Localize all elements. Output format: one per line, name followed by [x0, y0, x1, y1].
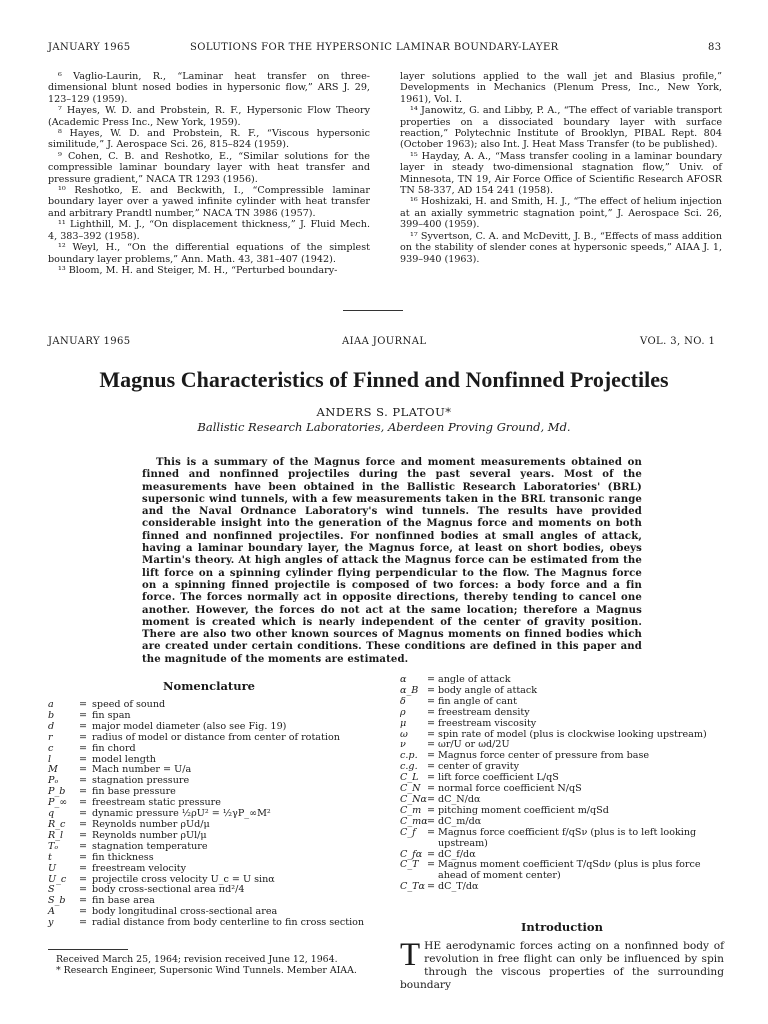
nomenclature-definition: freestream viscosity — [438, 717, 537, 729]
equals-sign: = — [78, 906, 88, 918]
footnote-author: * Research Engineer, Supersonic Wind Tunnels. Member AIAA. — [56, 965, 357, 977]
equals-sign: = — [78, 797, 88, 809]
nomenclature-definition: model length — [92, 753, 156, 765]
equals-sign: = — [426, 706, 436, 718]
nomenclature-right-list — [400, 675, 724, 893]
equals-sign: = — [426, 739, 436, 751]
nomenclature-symbol: q — [48, 808, 55, 820]
reference: ⁹ Cohen, C. B. and Reshotko, E., “Similar solutions for the compressible laminar boundary layer with heat transfer and pressure gradient,” NACA TR 1293 (1956). — [48, 150, 370, 185]
introduction-text — [400, 937, 724, 992]
nomenclature-symbol: ω — [400, 728, 408, 740]
equals-sign: = — [426, 695, 436, 707]
equals-sign: = — [78, 818, 88, 830]
nomenclature-symbol: α_B — [400, 684, 419, 696]
nomenclature-definition: stagnation temperature — [92, 840, 208, 852]
nomenclature-definition: speed of sound — [92, 699, 166, 710]
nomenclature-definition: projectile cross velocity U_c = U sinα — [92, 873, 275, 885]
nomenclature-symbol: S_b — [48, 895, 66, 907]
nomenclature-symbol: C_m — [400, 804, 422, 816]
nomenclature-entry — [400, 828, 724, 839]
nomenclature-symbol: R_c — [48, 818, 66, 830]
nomenclature-definition: freestream density — [438, 706, 530, 718]
equals-sign: = — [426, 772, 436, 784]
equals-sign: = — [426, 793, 436, 805]
nomenclature-symbol: b — [48, 709, 55, 721]
nomenclature-definition: center of gravity — [438, 761, 519, 773]
equals-sign: = — [78, 720, 88, 732]
nomenclature-symbol: U — [48, 862, 57, 874]
nomenclature-symbol: l — [48, 753, 52, 765]
equals-sign: = — [78, 808, 88, 820]
affiliation: Ballistic Research Laboratories, Aberdeen Proving Ground, Md. — [197, 420, 571, 434]
reference: ¹⁵ Hayday, A. A., “Mass transfer cooling in a laminar boundary layer in steady two-dimensional stagnation flow,” Univ. of Minnesota, TN 19, Air Force Office of Scientific Research AFOSR TN 58-337, AD 154 241 (1958). — [400, 150, 722, 197]
nomenclature-entry — [48, 744, 368, 755]
nomenclature-definition: radius of model or distance from center of rotation — [92, 731, 340, 743]
nomenclature-definition: normal force coefficient N/qS — [438, 783, 582, 795]
reference: ¹² Weyl, H., “On the differential equations of the simplest boundary layer problems,” Ann. Math. 43, 381–407 (1942). — [48, 242, 370, 265]
nomenclature-symbol: P_b — [48, 786, 66, 798]
equals-sign: = — [426, 804, 436, 816]
drop-cap: T — [400, 937, 421, 973]
nomenclature-symbol: C_T — [400, 859, 419, 871]
equals-sign: = — [426, 761, 436, 773]
equals-sign: = — [78, 742, 88, 754]
nomenclature-continuation — [400, 839, 724, 850]
reference: ¹¹ Lighthill, M. J., “On displacement thickness,” J. Fluid Mech. 4, 383–392 (1958). — [48, 219, 370, 242]
nomenclature-definition: Magnus moment coefficient T/qSdν (plus is plus force — [438, 859, 701, 871]
nomenclature-definition: pitching moment coefficient m/qSd — [438, 804, 609, 816]
equals-sign: = — [78, 764, 88, 776]
equals-sign: = — [78, 699, 88, 710]
nomenclature-left-list — [48, 700, 368, 929]
abstract-text: This is a summary of the Magnus force and moment measurements obtained on finned and nonfinned projectiles during the past several years. Most of the measurements have been obtained in the Ballistic Research Laboratories' (BRL) supersonic wind tunnels, with a few measurements taken in the BRL transonic range and the Naval Ordnance Laboratory's wind tunnels. The results have provided considerable insight into the generation of the Magnus force and moments on both finned and nonfinned projectiles. For nonfinned bodies at small angles of attack, having a laminar boundary layer, the Magnus force, at least on short bodies, obeys Martin's theory. At high angles of attack the Magnus force can be estimated from the lift force on a spinning cylinder flying perpendicular to the flow. The Magnus force on a spinning finned projectile is composed of two forces: a body force and a fin force. The forces normally act in opposite directions, thereby tending to cancel one another. However, the forces do not act at the same location; therefore a Magnus moment is created which is nearly independent of the center of gravity position. There are also two other known sources of Magnus moments on finned bodies which are created under certain conditions. These conditions are defined in this paper and the magnitude of the moments are estimated. — [142, 457, 642, 665]
footnotes — [48, 954, 370, 976]
nomenclature-definition: body cross-sectional area πd²/4 — [92, 884, 245, 896]
nomenclature-definition: Magnus force coefficient f/qSν (plus is to left looking — [438, 826, 697, 838]
equals-sign: = — [78, 709, 88, 721]
references-left-column — [48, 71, 370, 276]
nomenclature-symbol: C_N — [400, 783, 421, 795]
footnote-rule — [48, 949, 128, 950]
nomenclature-definition: freestream static pressure — [92, 797, 221, 809]
nomenclature-symbol: M — [48, 764, 58, 776]
nomenclature-definition: Mach number = U/a — [92, 764, 192, 776]
nomenclature-definition: fin base pressure — [92, 786, 176, 798]
equals-sign: = — [78, 840, 88, 852]
nomenclature-definition: Reynolds number ρUl/μ — [92, 829, 207, 841]
nomenclature-symbol: Pₒ — [48, 775, 59, 787]
equals-sign: = — [426, 674, 436, 685]
nomenclature-definition: fin thickness — [92, 851, 154, 863]
nomenclature-definition: dynamic pressure ½ρU² = ½γP_∞M² — [92, 808, 271, 820]
nomenclature-symbol: c.p. — [400, 750, 418, 762]
equals-sign: = — [426, 728, 436, 740]
nomenclature-symbol: C_f — [400, 826, 416, 838]
nomenclature-definition-continued: upstream) — [438, 837, 488, 849]
nomenclature-symbol: r — [48, 731, 53, 743]
nomenclature-symbol: d — [48, 720, 55, 732]
nomenclature-symbol: Tₒ — [48, 840, 59, 852]
nomenclature-symbol: C_fα — [400, 848, 423, 860]
references-right-column — [400, 71, 722, 265]
nomenclature-definition: fin chord — [92, 742, 136, 754]
abstract — [142, 457, 642, 666]
equals-sign: = — [78, 753, 88, 765]
author: ANDERS S. PLATOU* — [316, 405, 452, 419]
reference: ⁷ Hayes, W. D. and Probstein, R. F., Hypersonic Flow Theory (Academic Press Inc., New York, 1959). — [48, 105, 370, 128]
nomenclature-symbol: ρ — [400, 706, 406, 718]
equals-sign: = — [78, 884, 88, 896]
nomenclature-symbol: δ — [400, 695, 406, 707]
equals-sign: = — [78, 829, 88, 841]
nomenclature-definition: dC_T/dα — [438, 881, 479, 893]
nomenclature-definition: Magnus force center of pressure from base — [438, 750, 650, 762]
nomenclature-entry — [400, 708, 724, 719]
running-head-title: SOLUTIONS FOR THE HYPERSONIC LAMINAR BOUNDARY-LAYER — [190, 42, 559, 53]
nomenclature-definition: Reynolds number ρUd/μ — [92, 818, 210, 830]
page-number: 83 — [708, 42, 722, 53]
nomenclature-definition: angle of attack — [438, 674, 511, 685]
equals-sign: = — [426, 717, 436, 729]
equals-sign: = — [426, 684, 436, 696]
journal-name: AIAA JOURNAL — [342, 336, 427, 347]
reference: ¹⁰ Reshotko, E. and Beckwith, I., “Compressible laminar boundary layer over a yawed infinite cylinder with heat transfer and arbitrary Prandtl number,” NACA TN 3986 (1957). — [48, 185, 370, 219]
nomenclature-definition: stagnation pressure — [92, 775, 190, 787]
footnote-received: Received March 25, 1964; revision received June 12, 1964. — [56, 954, 338, 965]
journal-volume: VOL. 3, NO. 1 — [640, 336, 716, 347]
nomenclature-definition-continued: ahead of moment center) — [438, 870, 561, 882]
equals-sign: = — [426, 859, 436, 871]
reference: ⁶ Vaglio-Laurin, R., “Laminar heat transfer on three-dimensional blunt nosed bodies in hypersonic flow,” ARS J. 29, 123–129 (1959). — [48, 71, 370, 105]
reference: ⁸ Hayes, W. D. and Probstein, R. F., “Viscous hypersonic similitude,” J. Aerospace Sci. 26, 815–824 (1959). — [48, 128, 370, 151]
nomenclature-symbol: C_Tα — [400, 881, 426, 893]
section-divider — [343, 310, 403, 311]
nomenclature-symbol: μ — [400, 717, 407, 729]
nomenclature-definition: dC_N/dα — [438, 793, 481, 805]
nomenclature-definition: ωr/U or ωd/2U — [438, 739, 510, 751]
nomenclature-symbol: c — [48, 742, 54, 754]
nomenclature-entry — [48, 918, 368, 929]
equals-sign: = — [78, 873, 88, 885]
nomenclature-symbol: a — [48, 699, 54, 710]
paper-title: Magnus Characteristics of Finned and Nonfinned Projectiles — [99, 367, 669, 392]
nomenclature-entry — [400, 719, 724, 730]
equals-sign: = — [426, 826, 436, 838]
nomenclature-symbol: ν — [400, 739, 406, 751]
equals-sign: = — [78, 862, 88, 874]
nomenclature-symbol: C_Nα — [400, 793, 428, 805]
reference: ¹⁶ Hoshizaki, H. and Smith, H. J., “The effect of helium injection at an axially symmetric stagnation point,” J. Aerospace Sci. 26, 399–400 (1959). — [400, 196, 722, 231]
nomenclature-symbol: S — [48, 884, 55, 896]
nomenclature-symbol: α — [400, 674, 407, 685]
introduction-paragraph: HE aerodynamic forces acting on a nonfinned body of revolution in free flight can only be influenced by spin through the viscous properties of the surrounding boundary — [400, 940, 724, 991]
nomenclature-definition: spin rate of model (plus is clockwise looking upstream) — [438, 728, 707, 740]
reference: ¹⁷ Syvertson, C. A. and McDevitt, J. B., “Effects of mass addition on the stability of slender cones at hypersonic speeds,” AIAA J. 1, 939–940 (1963). — [400, 230, 722, 265]
equals-sign: = — [426, 881, 436, 893]
reference: layer solutions applied to the wall jet and Blasius profile,” Developments in Mechanics (Plenum Press, Inc., New York, 1961), Vol. I. — [400, 71, 722, 105]
equals-sign: = — [426, 750, 436, 762]
equals-sign: = — [78, 775, 88, 787]
nomenclature-definition: lift force coefficient L/qS — [438, 772, 559, 784]
equals-sign: = — [78, 895, 88, 907]
nomenclature-definition: major model diameter (also see Fig. 19) — [92, 720, 287, 732]
equals-sign: = — [426, 815, 436, 827]
running-head-date: JANUARY 1965 — [48, 42, 131, 53]
nomenclature-symbol: y — [48, 917, 54, 929]
nomenclature-symbol: t — [48, 851, 52, 863]
nomenclature-symbol: A — [48, 906, 55, 918]
equals-sign: = — [78, 786, 88, 798]
reference: ¹³ Bloom, M. H. and Steiger, M. H., “Perturbed boundary- — [58, 264, 338, 276]
nomenclature-definition: body angle of attack — [438, 684, 538, 696]
nomenclature-symbol: P_∞ — [48, 797, 68, 809]
journal-date: JANUARY 1965 — [48, 336, 131, 347]
nomenclature-definition: radial distance from body centerline to fin cross section — [92, 917, 365, 929]
reference: ¹⁴ Janowitz, G. and Libby, P. A., “The effect of variable transport properties on a dissociated boundary layer with surface reaction,” Polytechnic Institute of Brooklyn, PIBAL Rept. 804 (October 1963); also Int. J. Heat Mass Transfer (to be published). — [400, 105, 722, 151]
nomenclature-definition: freestream velocity — [92, 862, 187, 874]
nomenclature-entry — [48, 864, 368, 875]
nomenclature-symbol: R_l — [48, 829, 64, 841]
nomenclature-entry — [48, 733, 368, 744]
nomenclature-heading: Nomenclature — [163, 679, 255, 693]
nomenclature-definition: fin base area — [92, 895, 155, 907]
equals-sign: = — [78, 731, 88, 743]
introduction-heading: Introduction — [521, 920, 603, 934]
nomenclature-definition: body longitudinal cross-sectional area — [92, 906, 278, 918]
equals-sign: = — [78, 917, 88, 929]
nomenclature-symbol: U_c — [48, 873, 67, 885]
nomenclature-entry — [48, 853, 368, 864]
nomenclature-symbol: c.g. — [400, 761, 418, 773]
equals-sign: = — [426, 783, 436, 795]
nomenclature-definition: dC_f/dα — [438, 848, 476, 860]
nomenclature-symbol: C_mα — [400, 815, 428, 827]
nomenclature-definition: dC_m/dα — [438, 815, 482, 827]
equals-sign: = — [426, 848, 436, 860]
nomenclature-definition: fin angle of cant — [438, 695, 517, 707]
equals-sign: = — [78, 851, 88, 863]
nomenclature-symbol: C_L — [400, 772, 419, 784]
nomenclature-definition: fin span — [92, 709, 131, 721]
nomenclature-entry — [400, 882, 724, 893]
